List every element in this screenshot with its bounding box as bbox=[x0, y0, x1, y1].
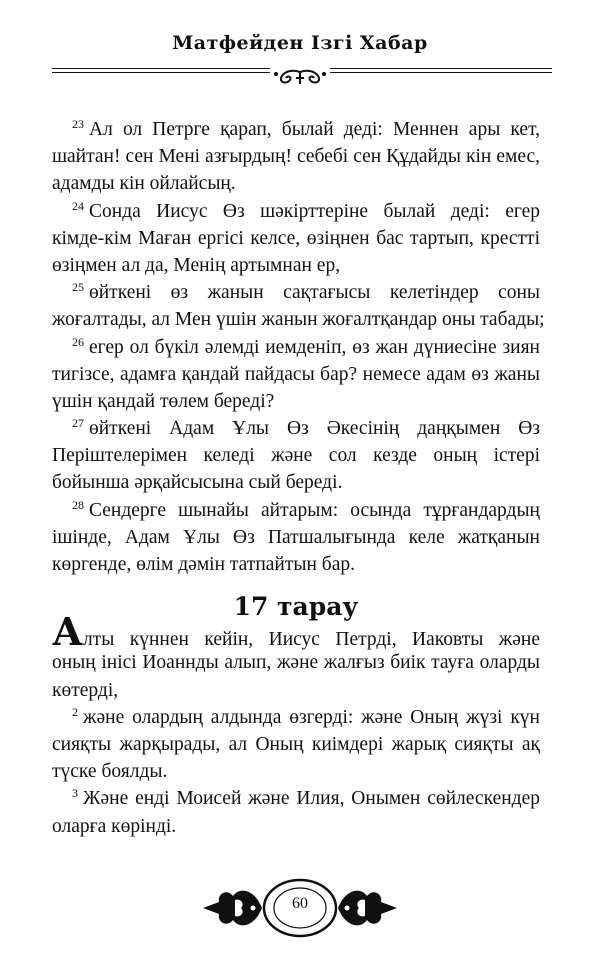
verse-number: 3 bbox=[72, 786, 78, 801]
verse bbox=[52, 279, 545, 333]
verse-text: Және енді Моисей және Илия, Онымен сөйлескендер bbox=[83, 788, 540, 810]
verse-text: шайтан! сен Мені азғырдың! себебі сен Құдайды кін емес, bbox=[52, 146, 540, 168]
verse-text: көтерді, bbox=[52, 679, 119, 701]
verse-text: тигізсе, адамға қандай пайдасы бар? немесе адам өз жаны bbox=[52, 363, 540, 385]
verse-text: ішінде, Адам Ұлы Өз Патшалығында келе жатқанын bbox=[52, 526, 540, 548]
verse-line bbox=[52, 361, 540, 388]
verse-number: 25 bbox=[72, 280, 84, 295]
verse bbox=[52, 609, 540, 704]
verse bbox=[52, 785, 540, 839]
verse-number: 28 bbox=[72, 497, 84, 512]
page-number: 60 bbox=[292, 895, 308, 912]
verse-line bbox=[52, 609, 540, 655]
verse-line bbox=[52, 116, 540, 143]
verse-number: 2 bbox=[72, 704, 78, 719]
verse bbox=[52, 704, 540, 786]
verse-text: оларға көрінді. bbox=[52, 815, 177, 837]
verse-text: егер ол бүкіл әлемді иемденіп, өз жан дүниесіне зиян bbox=[89, 336, 540, 358]
verse-number: 24 bbox=[72, 198, 84, 213]
verse-text: сияқты жарқырады, ал Оның киімдері жарық сияқты ақ bbox=[52, 733, 540, 755]
verse bbox=[52, 415, 540, 497]
verse-line bbox=[52, 279, 540, 306]
verse-line bbox=[52, 469, 540, 496]
verse-text: өйткені өз жанын сақтағысы келетіндер соны bbox=[89, 282, 540, 304]
verse-line bbox=[52, 813, 540, 840]
verse-text: көргенде, өлім дәмін татпайтын бар. bbox=[52, 554, 355, 575]
verse-text: Періштелерімен келеді және сол кезде оның істері bbox=[52, 445, 540, 467]
verse-line bbox=[52, 497, 540, 524]
verse-text: кімде-кім Маған ергісі келсе, өзіңнен бас тартып, крестті bbox=[52, 227, 540, 249]
verse-line bbox=[52, 758, 540, 785]
verse-text: түске боялды. bbox=[52, 761, 168, 783]
page-footer bbox=[195, 868, 405, 948]
verse-text: Ал ол Петрге қарап, былай деді: Меннен ары кет, bbox=[89, 119, 540, 140]
book-title: Матфейден Ізгі Хабар bbox=[172, 32, 428, 54]
verse-text: лты күннен кейін, Иисус Петрді, Иаковты және bbox=[82, 629, 540, 651]
verse-text: жоғалтады, ал Мен үшін жанын жоғалтқандар оны табады; bbox=[52, 309, 545, 331]
verse bbox=[52, 116, 540, 198]
verse-line bbox=[52, 306, 545, 333]
verse-line bbox=[52, 442, 540, 469]
verse-text: адамды кін ойлайсың. bbox=[52, 173, 236, 195]
verse-line bbox=[52, 143, 540, 170]
verse-line bbox=[52, 225, 540, 252]
verse-text: Сендерге шынайы айтарым: осында тұрғандардың bbox=[89, 499, 540, 521]
verse-line bbox=[52, 677, 540, 704]
verse bbox=[52, 334, 540, 416]
verse-number: 23 bbox=[72, 117, 84, 131]
verse-line bbox=[52, 524, 540, 551]
verse-text: бойынша әрқайсысына сый береді. bbox=[52, 472, 343, 494]
verse-line bbox=[52, 731, 540, 758]
verse-line bbox=[52, 252, 540, 279]
verse-line bbox=[52, 704, 540, 731]
verse-line bbox=[52, 334, 540, 361]
verse-line bbox=[52, 415, 540, 442]
verse bbox=[52, 198, 540, 280]
chapter-title: 17 тарау bbox=[233, 592, 359, 622]
verse-line bbox=[52, 388, 540, 415]
verse-line bbox=[52, 785, 540, 812]
verse-number: 26 bbox=[72, 334, 84, 349]
verse-line bbox=[52, 170, 540, 197]
verse-line bbox=[52, 198, 540, 225]
page-body bbox=[52, 116, 545, 840]
verse-line bbox=[52, 551, 540, 578]
header-ornament-icon bbox=[270, 68, 330, 88]
verse-number: 27 bbox=[72, 416, 84, 431]
verse-text: үшін қандай төлем береді? bbox=[52, 390, 275, 412]
verse-text: Сонда Иисус Өз шәкірттеріне былай деді: егер bbox=[89, 200, 540, 222]
verse-text: және олардың алдында өзгерді: және Оның жүзі күн bbox=[83, 706, 540, 728]
verse-text: өзіңмен ал да, Менің артымнан ер, bbox=[52, 254, 341, 276]
drop-cap: А bbox=[52, 609, 83, 655]
verse-text: оның інісі Иоаннды алып, және жалғыз биік тауға оларды bbox=[52, 652, 540, 674]
verse bbox=[52, 497, 540, 579]
verse-text: өйткені Адам Ұлы Өз Әкесінің даңқымен Өз bbox=[89, 418, 540, 440]
verse-line bbox=[52, 649, 540, 676]
